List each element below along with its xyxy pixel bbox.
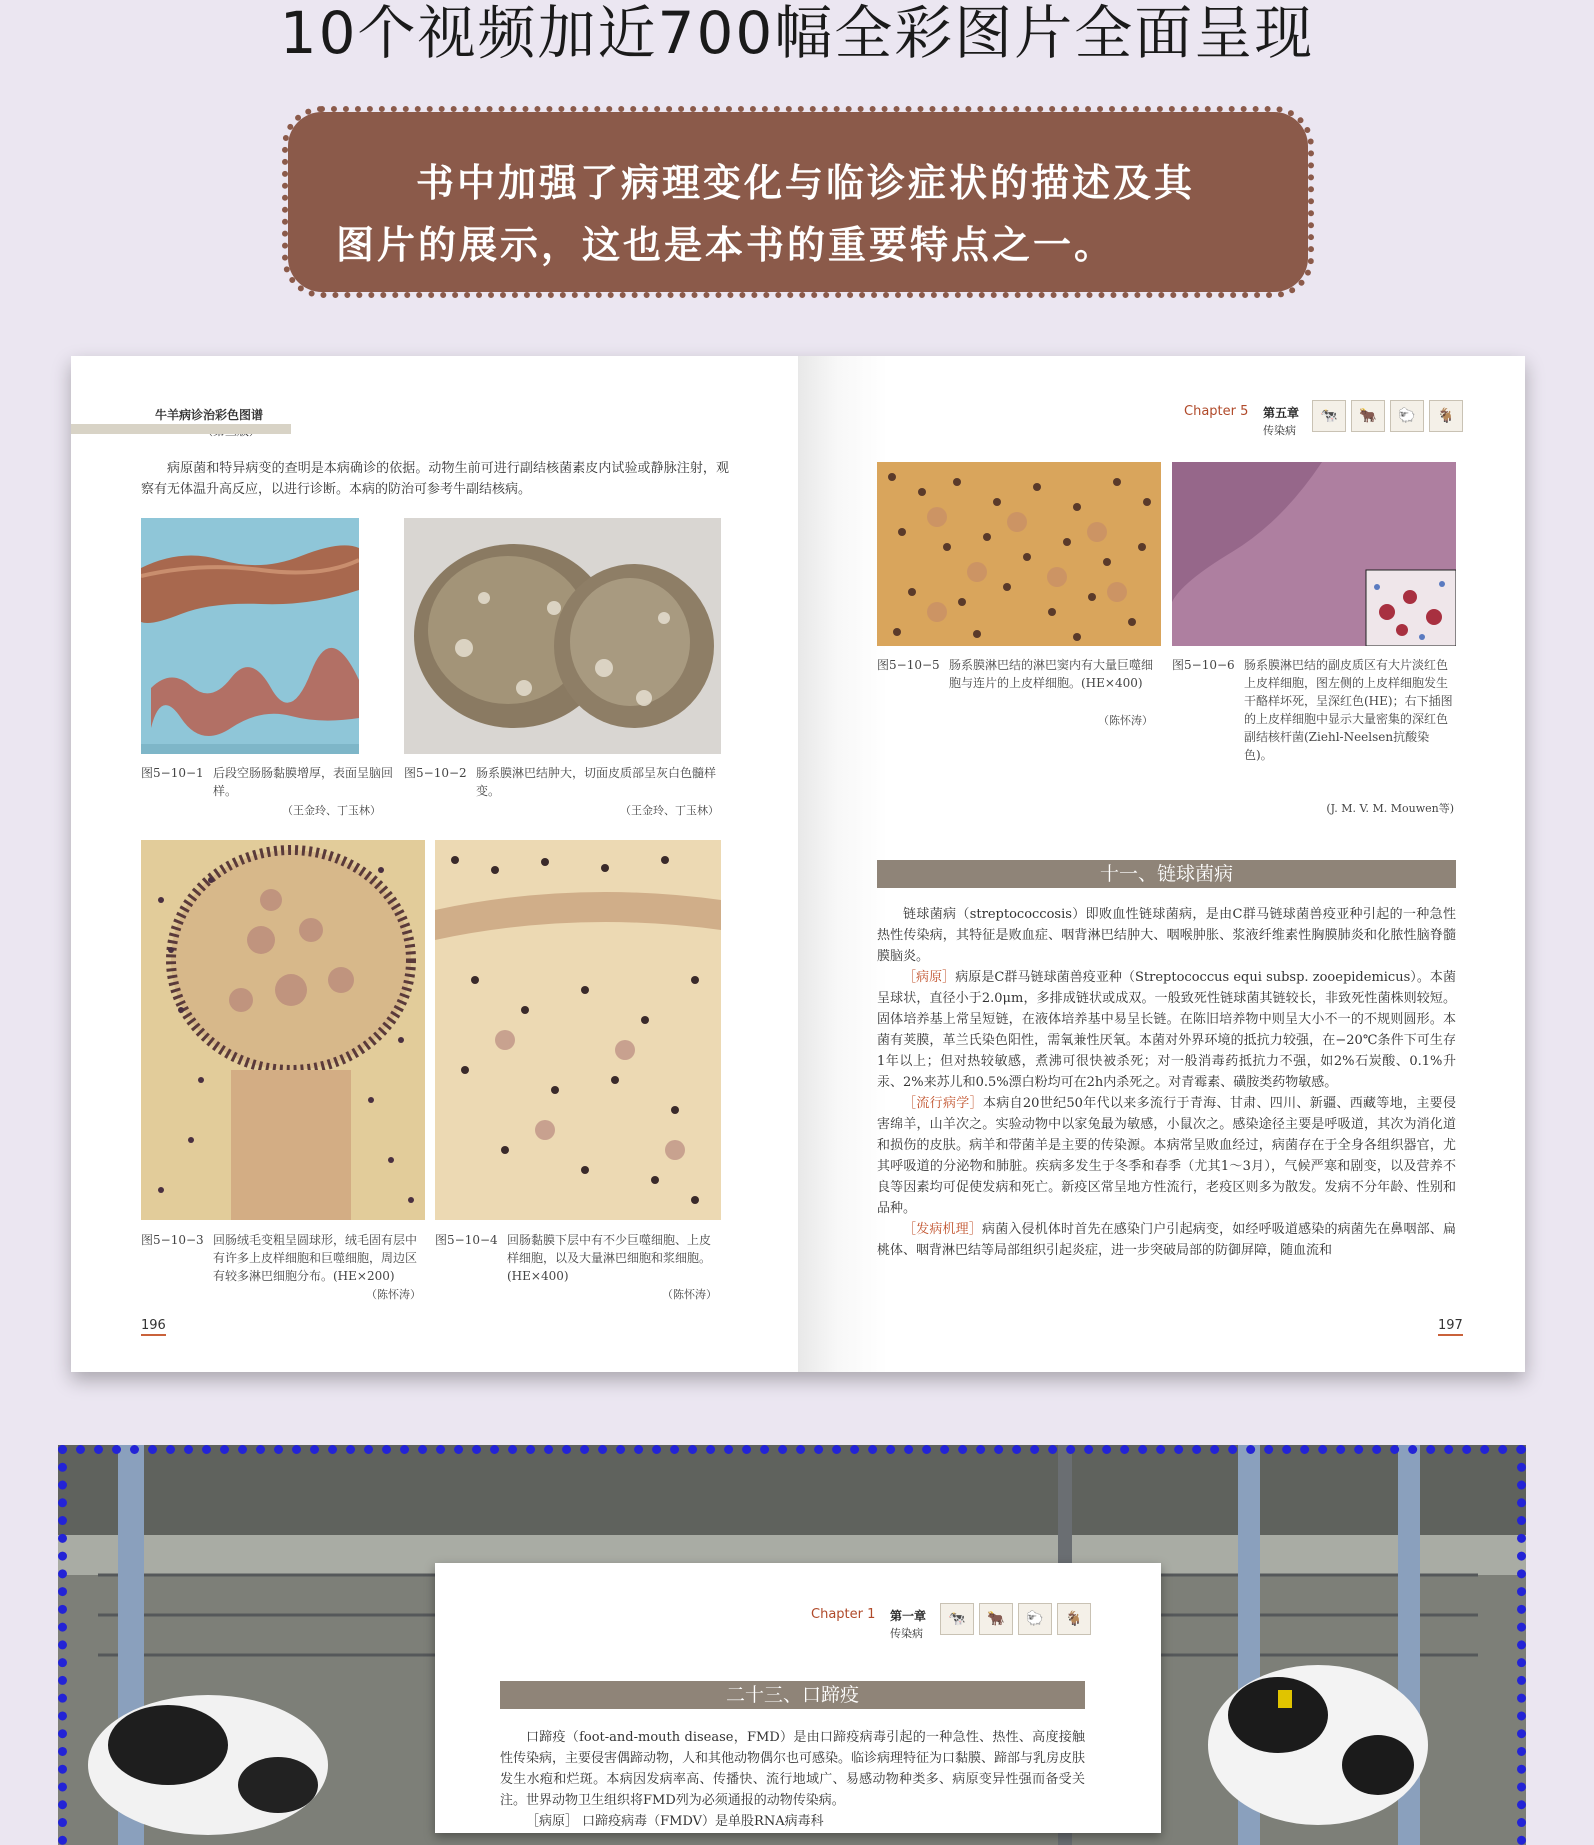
figure-lymph-node-photo — [404, 518, 721, 754]
headline: 10个视频加近700幅全彩图片全面呈现 — [279, 0, 1315, 67]
chapter-subtitle: 传染病 — [1263, 424, 1296, 437]
figure-histology-sinus-photo — [877, 462, 1161, 646]
figure-text: 肠系膜淋巴结的淋巴窦内有大量巨噬细胞与连片的上皮样细胞。(HE×400) — [949, 658, 1154, 690]
book-title: 牛羊病诊治彩色图谱 — [155, 408, 264, 422]
paragraph-text: 链球菌病（streptococcosis）即败血性链球菌病，是由C群马链球菌兽疫亚种引起的一种急性热性传染病，其特征是败血症、咽背淋巴结肿大、咽喉肿胀、浆液纤维素性胸膜肺炎和化脓性脑脊髓膜脑炎。 — [877, 907, 1456, 964]
chapter-english: Chapter 5 — [1184, 404, 1249, 419]
section-heading: 十一、链球菌病 — [877, 860, 1456, 888]
chapter-english: Chapter 1 — [811, 1607, 876, 1622]
paragraph-text: 本病自20世纪50年代以来多流行于青海、甘肃、四川、新疆、西藏等地，主要侵害绵羊，山羊次之。实验动物中以家兔最为敏感，小鼠次之。感染途径主要是呼吸道，其次为消化道和损伤的皮肤。病羊和带菌羊是主要的传染源。本病常呈败血经过，病菌存在于全身各组织器官，尤其呼吸道的分泌物和肺脏。疾病多发生于冬季和春季（尤其1～3月），气候严寒和剧变，以及营养不良等因素均可促使发病和死亡。新疫区常呈地方性流行，老疫区则多为散发。发病不分年龄、性别和品种。 — [877, 1096, 1456, 1216]
yak-icon: 🐂 — [979, 1603, 1013, 1635]
section-body — [877, 904, 1456, 1261]
figure-text: 回肠绒毛变粗呈圆球形，绒毛固有层中有许多上皮样细胞和巨噬细胞，周边区有较多淋巴细胞分布。(HE×200) — [213, 1233, 418, 1283]
paragraph — [877, 967, 1456, 1093]
figure-number: 图5−10−2 — [404, 766, 467, 780]
figure-text: 肠系膜淋巴结的副皮质区有大片淡红色上皮样细胞，图左侧的上皮样细胞发生干酪样坏死，呈深红色(HE)；右下插图的上皮样细胞中显示大量密集的深红色副结核杆菌(Ziehl-Neelsen抗酸染色)。 — [1244, 658, 1453, 762]
figure-credit: (J. M. V. M. Mouwen等) — [1326, 802, 1454, 815]
figure-histology-paracortex-photo — [1172, 462, 1456, 646]
paragraph-text: 病菌入侵机体时首先在感染门户引起病变，如经呼吸道感染的病菌先在鼻咽部、扁桃体、咽背淋巴结等局部组织引起炎症，进一步突破局部的防御屏障，随血流和 — [877, 1222, 1456, 1258]
left-page — [71, 356, 798, 1372]
figure-credit: （王金玲、丁玉林） — [282, 804, 381, 817]
figure-histology-submucosa-photo — [435, 840, 721, 1220]
figure-number: 图5−10−4 — [435, 1233, 498, 1247]
cut-off-line: ［病原］ 口蹄疫病毒（FMDV）是单股RNA病毒科 — [526, 1814, 824, 1829]
feature-banner — [288, 112, 1308, 292]
book-spread — [71, 356, 1525, 1372]
intro-paragraph: 病原菌和特异病变的查明是本病确诊的依据。动物生前可进行副结核菌素皮内试验或静脉注射，观察有无体温升高反应，以进行诊断。本病的防治可参考牛副结核病。 — [141, 461, 729, 497]
section-heading: 二十三、口蹄疫 — [500, 1681, 1085, 1709]
section-body: 口蹄疫（foot-and-mouth disease，FMD）是由口蹄疫病毒引起的一种急性、热性、高度接触性传染病，主要侵害偶蹄动物，人和其他动物偶尔也可感染。临诊病理特征为口黏膜、蹄部与乳房皮肤发生水疱和烂斑。本病因发病率高、传播快、流行地域广、易感动物种类多、病原变异性强而备受关注。世界动物卫生组织将FMD列为必须通报的动物传染病。 — [500, 1730, 1086, 1808]
goat-icon: 🐐 — [1057, 1603, 1091, 1635]
figure-intestine-photo — [141, 518, 359, 754]
figure-number: 图5−10−3 — [141, 1233, 204, 1247]
yak-icon: 🐂 — [1351, 400, 1385, 432]
paragraph-tag: ［病原］ — [903, 970, 956, 985]
header-rule — [71, 424, 291, 434]
figure-text: 后段空肠肠黏膜增厚，表面呈脑回样。 — [213, 766, 394, 798]
figure-number: 图5−10−6 — [1172, 658, 1235, 672]
figure-text: 回肠黏膜下层中有不少巨噬细胞、上皮样细胞，以及大量淋巴细胞和浆细胞。(HE×400) — [507, 1233, 712, 1283]
cattle-icon: 🐄 — [940, 1603, 974, 1635]
sheep-icon: 🐑 — [1390, 400, 1424, 432]
paragraph-tag: ［发病机理］ — [903, 1222, 983, 1237]
paragraph-text: 病原是C群马链球菌兽疫亚种（Streptococcus equi subsp. zooepidemicus）。本菌呈球状，直径小于2.0μm，多排成链状或成双。一般致死性链球菌其链较长，非致死性菌株则较短。固体培养基上常呈短链，在液体培养基中易呈长链。在陈旧培养物中则呈大小不一的不规则圆形。本菌有荚膜，革兰氏染色阳性，需氧兼性厌氧。本菌对外界环境的抵抗力较强，在−20℃条件下可生存1年以上；但对热较敏感，煮沸可很快被杀死；对一般消毒药抵抗力不强，如2%石炭酸、0.1%升汞、2%来苏儿和0.5%漂白粉均可在2h内杀死之。对青霉素、磺胺类药物敏感。 — [877, 970, 1456, 1090]
sample-page — [435, 1563, 1161, 1833]
paragraph-tag: ［流行病学］ — [903, 1096, 983, 1111]
figure-number: 图5−10−5 — [877, 658, 940, 672]
goat-icon: 🐐 — [1429, 400, 1463, 432]
banner-line-1: 书中加强了病理变化与临诊症状的描述及其 — [416, 161, 1196, 205]
figure-credit: （陈怀涛） — [1098, 714, 1153, 727]
chapter-subtitle: 传染病 — [890, 1627, 923, 1640]
page-number: 196 — [141, 1318, 166, 1336]
banner-line-2: 图片的展示，这也是本书的重要特点之一。 — [336, 223, 1116, 267]
paragraph — [877, 1219, 1456, 1261]
chapter-chinese: 第一章 — [890, 1609, 927, 1623]
animal-icons — [940, 1603, 1091, 1635]
chapter-chinese: 第五章 — [1263, 406, 1300, 420]
paragraph — [877, 1093, 1456, 1219]
figure-text: 肠系膜淋巴结肿大，切面皮质部呈灰白色髓样变。 — [476, 766, 717, 798]
figure-credit: （陈怀涛） — [662, 1288, 717, 1301]
sheep-icon: 🐑 — [1018, 1603, 1052, 1635]
cattle-icon: 🐄 — [1312, 400, 1346, 432]
animal-icons — [1312, 400, 1463, 432]
figure-number: 图5−10−1 — [141, 766, 204, 780]
paragraph — [877, 904, 1456, 967]
page-number: 197 — [1438, 1318, 1463, 1336]
figure-credit: （陈怀涛） — [366, 1288, 421, 1301]
right-page — [798, 356, 1525, 1372]
figure-credit: （王金玲、丁玉林） — [620, 804, 719, 817]
figure-histology-villus-photo — [141, 840, 425, 1220]
